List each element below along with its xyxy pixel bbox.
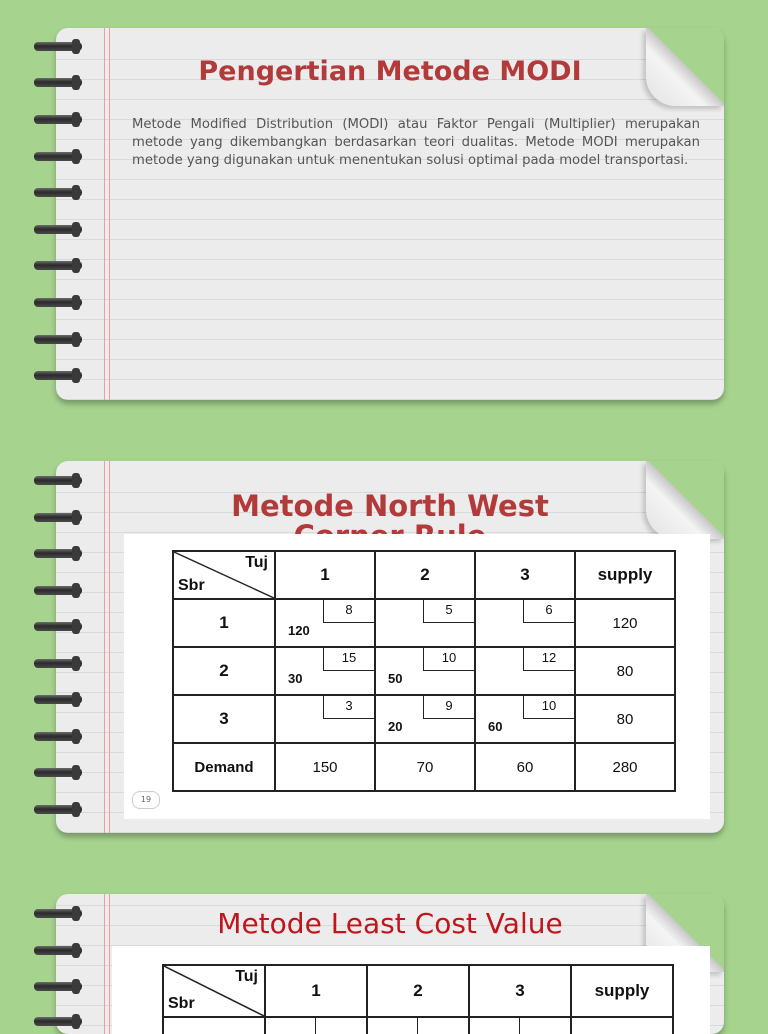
table-header-row	[173, 551, 675, 599]
binder-ring	[34, 695, 82, 704]
corner-cell	[163, 965, 265, 1017]
cost-box: 3	[323, 696, 374, 719]
demand-label: Demand	[173, 743, 275, 791]
transport-table	[172, 550, 676, 792]
slide-paragraph: Metode Modified Distribution (MODI) atau Faktor Pengali (Multiplier) merupakan metode yang dikembangkan berdasarkan teori dualitas. Metode MODI merupakan metode yang digunakan untuk menentukan solusi optimal pada model transportasi.	[132, 117, 700, 168]
cost-box	[315, 1018, 366, 1034]
demand-cell: 150	[275, 743, 375, 791]
table-cell	[275, 695, 375, 743]
table-cell	[475, 599, 575, 647]
corner-label-sbr: Sbr	[168, 995, 195, 1012]
table-cell	[163, 1017, 265, 1034]
binder-ring	[34, 152, 82, 161]
corner-label-sbr: Sbr	[178, 577, 205, 594]
binder-ring	[34, 909, 82, 918]
binder-ring	[34, 805, 82, 814]
allocation-value: 20	[388, 719, 403, 734]
table-cell	[475, 647, 575, 695]
supply-cell: 80	[575, 695, 675, 743]
table-cell	[275, 647, 375, 695]
slide-title: Pengertian Metode MODI	[198, 56, 582, 87]
cost-box: 9	[423, 696, 474, 719]
table-cell	[469, 1017, 571, 1034]
supply-cell	[571, 1017, 673, 1034]
slide-title-line1: Metode North West	[231, 489, 549, 523]
binder-ring	[34, 42, 82, 51]
binder-ring	[34, 982, 82, 991]
slide-title: Metode Least Cost Value	[217, 907, 563, 940]
col-header: 1	[265, 965, 367, 1017]
binder-ring	[34, 371, 82, 380]
binder-ring	[34, 549, 82, 558]
slide-north-west-corner	[56, 461, 724, 833]
col-header: 3	[469, 965, 571, 1017]
binder-ring	[34, 513, 82, 522]
binder-ring	[34, 78, 82, 87]
slide-least-cost	[56, 894, 724, 1034]
binder-ring	[34, 261, 82, 270]
row-label: 3	[173, 695, 275, 743]
table-image-panel	[124, 534, 710, 819]
cost-box	[417, 1018, 468, 1034]
col-header-supply: supply	[575, 551, 675, 599]
binder-ring	[34, 476, 82, 485]
table-header-row	[163, 965, 673, 1017]
binder-ring	[34, 622, 82, 631]
corner-label-tuj: Tuj	[235, 968, 258, 985]
col-header-supply: supply	[571, 965, 673, 1017]
binder-ring	[34, 586, 82, 595]
binder-ring	[34, 225, 82, 234]
cost-box: 10	[423, 648, 474, 671]
page-number-badge: 19	[132, 791, 160, 809]
supply-cell: 120	[575, 599, 675, 647]
binder-ring	[34, 732, 82, 741]
table-row	[163, 1017, 673, 1034]
table-cell	[475, 695, 575, 743]
col-header: 3	[475, 551, 575, 599]
demand-cell: 70	[375, 743, 475, 791]
table-image-panel	[112, 946, 710, 1034]
col-header: 1	[275, 551, 375, 599]
demand-row	[173, 743, 675, 791]
binder-ring	[34, 1017, 82, 1026]
binder-ring	[34, 115, 82, 124]
binder-ring	[34, 335, 82, 344]
allocation-value: 30	[288, 671, 303, 686]
cost-box	[519, 1018, 570, 1034]
demand-total-cell: 280	[575, 743, 675, 791]
binder-ring	[34, 659, 82, 668]
cost-box: 5	[423, 600, 474, 623]
binder-ring	[34, 768, 82, 777]
table-cell	[265, 1017, 367, 1034]
table-cell	[375, 599, 475, 647]
table-cell	[375, 695, 475, 743]
cost-box: 15	[323, 648, 374, 671]
table-row	[173, 695, 675, 743]
cost-box: 12	[523, 648, 574, 671]
table-row	[173, 599, 675, 647]
cost-box: 10	[523, 696, 574, 719]
col-header: 2	[375, 551, 475, 599]
allocation-value: 50	[388, 671, 403, 686]
row-label: 2	[173, 647, 275, 695]
cost-box: 6	[523, 600, 574, 623]
allocation-value: 60	[488, 719, 503, 734]
corner-cell	[173, 551, 275, 599]
supply-cell: 80	[575, 647, 675, 695]
slide-modi-definition	[56, 28, 724, 400]
table-row	[173, 647, 675, 695]
table-cell	[367, 1017, 469, 1034]
col-header: 2	[367, 965, 469, 1017]
table-cell	[275, 599, 375, 647]
binder-ring	[34, 298, 82, 307]
cost-box: 8	[323, 600, 374, 623]
binder-ring	[34, 188, 82, 197]
table-cell	[375, 647, 475, 695]
row-label: 1	[173, 599, 275, 647]
binder-ring	[34, 946, 82, 955]
allocation-value: 120	[288, 623, 310, 638]
demand-cell: 60	[475, 743, 575, 791]
corner-label-tuj: Tuj	[245, 554, 268, 571]
